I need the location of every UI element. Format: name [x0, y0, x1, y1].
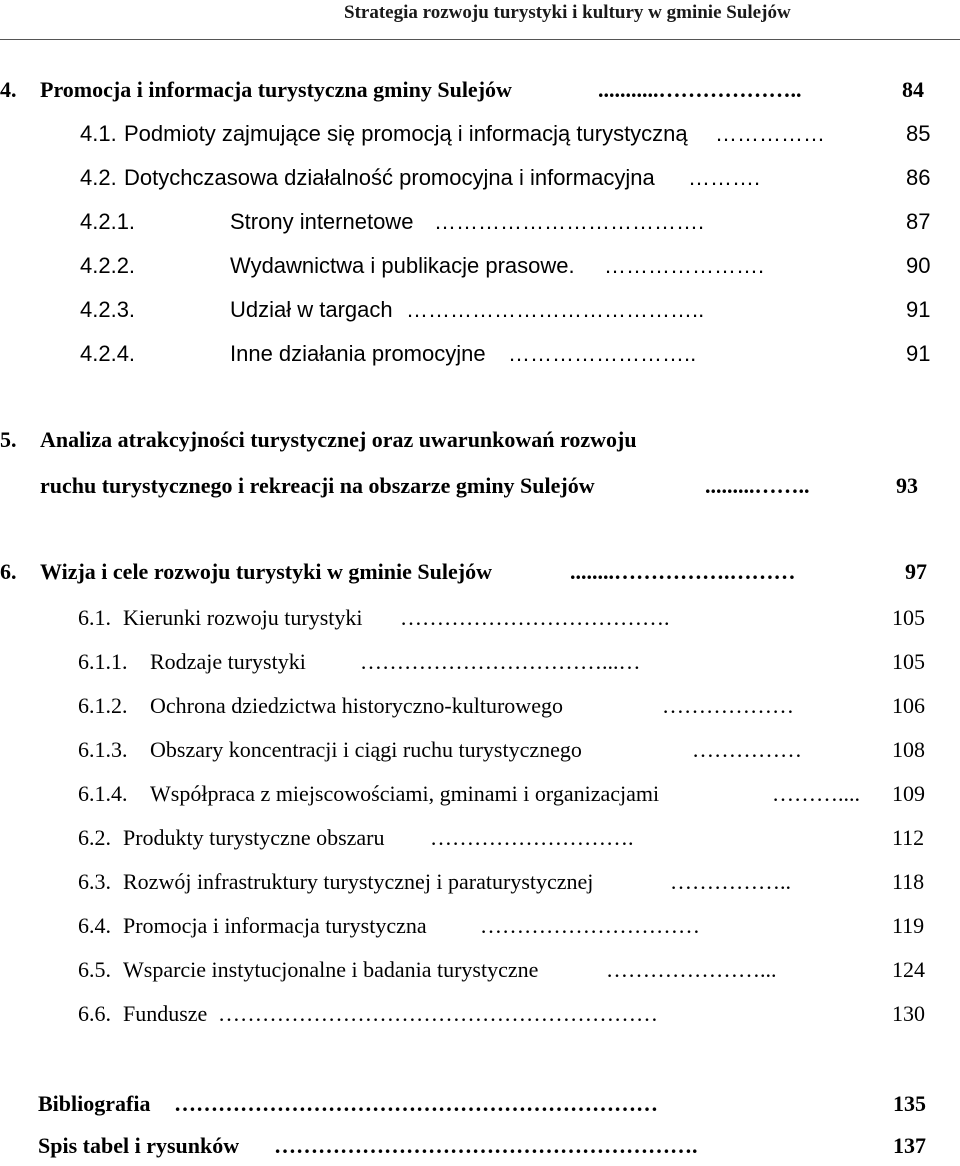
toc-page: 93: [896, 473, 918, 498]
toc-number: 6.2.: [78, 825, 111, 850]
toc-title: Promocja i informacja turystyczna gminy Sulejów: [40, 77, 512, 102]
toc-entry-6-6[interactable]: [0, 994, 960, 1034]
toc-entry-4-2-2[interactable]: [0, 246, 960, 286]
toc-entry-6-1-1[interactable]: [0, 642, 960, 682]
toc-page: 91: [906, 341, 931, 366]
toc-leader: …………………………………………………………: [174, 1091, 658, 1116]
toc-title: Udział w targach: [230, 297, 393, 322]
toc-page: 84: [902, 77, 924, 102]
toc-leader: ……………: [692, 737, 802, 762]
toc-title: Obszary koncentracji i ciągi ruchu turystycznego: [150, 737, 582, 762]
toc-leader: ........…………….………: [570, 559, 796, 584]
toc-page: 112: [892, 825, 925, 850]
toc-number: 6.4.: [78, 913, 111, 938]
toc-title: Produkty turystyczne obszaru: [123, 825, 385, 850]
toc-leader: …………………...: [606, 957, 777, 982]
toc-entry-4-2-1[interactable]: [0, 202, 960, 242]
header-rule: [0, 39, 960, 40]
toc-number: 6.1.1.: [78, 649, 128, 674]
toc-page: 109: [892, 781, 925, 806]
toc-title: Ochrona dziedzictwa historyczno-kulturowego: [150, 693, 563, 718]
toc-leader: .........……..: [705, 473, 810, 498]
toc-leader: ………………: [662, 693, 794, 718]
toc-number: 6.5.: [78, 957, 111, 982]
toc-leader: ……………………………….: [400, 605, 670, 630]
toc-page: 91: [906, 297, 931, 322]
running-header: Strategia rozwoju turystyki i kultury w gminie Sulejów: [344, 2, 791, 23]
toc-leader: …………………………………..: [406, 297, 705, 322]
toc-page: 105: [892, 605, 925, 630]
toc-entry-6-1-4[interactable]: [0, 774, 960, 814]
toc-leader: …………………………: [480, 913, 700, 938]
toc-leader: ……………………………………………………: [218, 1001, 658, 1026]
toc-entry-6[interactable]: [0, 552, 960, 592]
toc-title: Wydawnictwa i publikacje prasowe.: [230, 253, 575, 278]
toc-page: 119: [892, 913, 925, 938]
toc-title: Fundusze: [123, 1001, 208, 1026]
toc-entry-5-continuation[interactable]: [0, 466, 960, 506]
toc-entry-4-1[interactable]: [0, 114, 960, 154]
toc-entry-4-2-4[interactable]: [0, 334, 960, 374]
toc-title: Kierunki rozwoju turystyki: [123, 605, 363, 630]
toc-leader: ………....: [772, 781, 860, 806]
toc-title: Podmioty zajmujące się promocją i informacją turystyczną: [124, 121, 688, 146]
toc-number: 6.1.2.: [78, 693, 128, 718]
toc-page: 137: [893, 1133, 926, 1158]
toc-entry-bibliografia[interactable]: [0, 1084, 960, 1124]
toc-page: 130: [892, 1001, 925, 1026]
toc-number: 6.1.3.: [78, 737, 128, 762]
toc-title: Współpraca z miejscowościami, gminami i organizacjami: [150, 781, 660, 806]
toc-number: 6.3.: [78, 869, 111, 894]
toc-entry-6-1-2[interactable]: [0, 686, 960, 726]
toc-title: Spis tabel i rysunków: [38, 1133, 240, 1158]
toc-title: Dotychczasowa działalność promocyjna i informacyjna: [124, 165, 655, 190]
toc-page: 106: [892, 693, 925, 718]
toc-entry-4[interactable]: [0, 70, 960, 110]
toc-leader: ………………….: [604, 253, 765, 278]
toc-leader: ……………………………...…: [360, 649, 641, 674]
toc-page: 105: [892, 649, 925, 674]
toc-page: 118: [892, 869, 925, 894]
toc-leader: ……….: [688, 165, 761, 190]
toc-entry-6-5[interactable]: [0, 950, 960, 990]
toc-leader: ……………………….: [430, 825, 634, 850]
toc-title: Analiza atrakcyjności turystycznej oraz uwarunkowań rozwoju: [40, 427, 637, 452]
toc-page: 87: [906, 209, 931, 234]
toc-leader: ……………………..: [508, 341, 697, 366]
toc-page: 86: [906, 165, 931, 190]
toc-title-continuation: ruchu turystycznego i rekreacji na obszarze gminy Sulejów: [40, 473, 595, 498]
toc-entry-6-4[interactable]: [0, 906, 960, 946]
toc-leader: ………………………………………………….: [274, 1133, 698, 1158]
toc-leader: ……………..: [670, 869, 791, 894]
toc-page: 124: [892, 957, 925, 982]
toc-entry-4-2-3[interactable]: [0, 290, 960, 330]
toc-number: 6.1.4.: [78, 781, 128, 806]
toc-page: 90: [906, 253, 931, 278]
toc-number: 4.2.1.: [80, 209, 136, 234]
toc-entry-4-2[interactable]: [0, 158, 960, 198]
toc-title: Strony internetowe: [230, 209, 414, 234]
toc-number: 4.1.: [80, 121, 117, 146]
toc-number: 4.: [0, 77, 17, 102]
toc-page: 108: [892, 737, 925, 762]
toc-title: Rozwój infrastruktury turystycznej i paraturystycznej: [123, 869, 594, 894]
toc-entry-6-3[interactable]: [0, 862, 960, 902]
toc-leader: ……………: [715, 121, 825, 146]
toc-leader: ...........………………..: [598, 77, 802, 102]
toc-leader: ……………………………….: [434, 209, 705, 234]
toc-entry-6-1[interactable]: [0, 598, 960, 638]
toc-page: 135: [893, 1091, 926, 1116]
toc-number: 6.6.: [78, 1001, 111, 1026]
toc-number: 6.1.: [78, 605, 111, 630]
toc-title: Rodzaje turystyki: [150, 649, 306, 674]
toc-number: 4.2.3.: [80, 297, 136, 322]
toc-number: 4.2.: [80, 165, 117, 190]
toc-number: 5.: [0, 427, 17, 452]
toc-entry-5[interactable]: [0, 420, 960, 460]
toc-page: 97: [905, 559, 927, 584]
toc-title: Promocja i informacja turystyczna: [123, 913, 427, 938]
toc-title: Wizja i cele rozwoju turystyki w gminie Sulejów: [40, 559, 492, 584]
toc-title: Wsparcie instytucjonalne i badania turystyczne: [123, 957, 539, 982]
toc-entry-6-1-3[interactable]: [0, 730, 960, 770]
toc-number: 4.2.2.: [80, 253, 136, 278]
toc-number: 6.: [0, 559, 17, 584]
toc-title: Inne działania promocyjne: [230, 341, 486, 366]
toc-number: 4.2.4.: [80, 341, 136, 366]
toc-page: 85: [906, 121, 931, 146]
toc-title: Bibliografia: [38, 1091, 151, 1116]
toc-entry-spis-tabel[interactable]: [0, 1126, 960, 1166]
toc-entry-6-2[interactable]: [0, 818, 960, 858]
